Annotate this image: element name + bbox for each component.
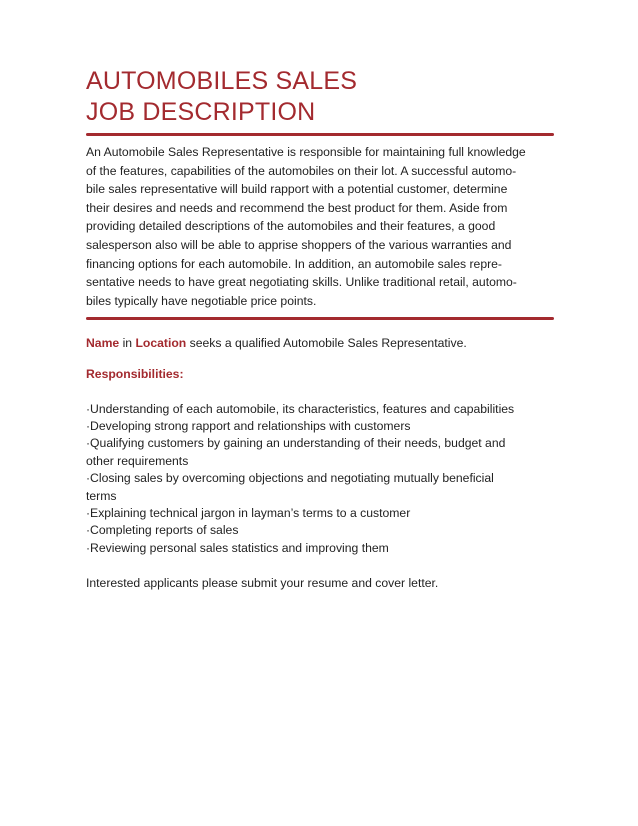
intro-paragraph bbox=[86, 143, 556, 310]
intro-line: financing options for each automobile. In addition, an automobile sales repre- bbox=[86, 256, 502, 271]
responsibility-line: ·Completing reports of sales bbox=[86, 523, 239, 538]
intro-line: providing detailed descriptions of the automobiles and their features, a good bbox=[86, 219, 496, 234]
intro-line: biles typically have negotiable price points. bbox=[86, 293, 317, 308]
seeking-rest-text: seeks a qualified Automobile Sales Representative. bbox=[186, 336, 467, 351]
intro-line: sentative needs to have great negotiating skills. Unlike traditional retail, automo- bbox=[86, 275, 517, 290]
company-name-placeholder: Name bbox=[86, 336, 120, 351]
responsibility-line: ·Closing sales by overcoming objections and negotiating mutually beneficial bbox=[86, 471, 494, 486]
intro-line: bile sales representative will build rapport with a potential customer, determine bbox=[86, 182, 508, 197]
responsibility-item bbox=[86, 505, 556, 522]
responsibility-line: terms bbox=[86, 488, 117, 503]
title-line-2: JOB DESCRIPTION bbox=[86, 98, 316, 126]
responsibilities-list bbox=[86, 401, 556, 558]
responsibility-line: other requirements bbox=[86, 453, 189, 468]
responsibility-item bbox=[86, 435, 556, 470]
title-line-1: AUTOMOBILES SALES bbox=[86, 67, 358, 95]
seeking-statement bbox=[86, 334, 556, 353]
intro-line: salesperson also will be able to apprise shoppers of the various warranties and bbox=[86, 237, 512, 252]
responsibility-item bbox=[86, 470, 556, 505]
responsibility-line: ·Understanding of each automobile, its characteristics, features and capabilities bbox=[86, 401, 515, 416]
responsibility-item bbox=[86, 418, 556, 435]
responsibility-line: ·Developing strong rapport and relationships with customers bbox=[86, 418, 411, 433]
responsibility-line: ·Explaining technical jargon in layman’s terms to a customer bbox=[86, 505, 411, 520]
intro-line: their desires and needs and recommend the best product for them. Aside from bbox=[86, 200, 508, 215]
location-placeholder: Location bbox=[135, 336, 187, 351]
responsibility-item bbox=[86, 522, 556, 539]
middle-divider bbox=[86, 317, 554, 320]
responsibilities-heading: Responsibilities: bbox=[86, 366, 184, 381]
responsibility-item bbox=[86, 401, 556, 418]
intro-line: An Automobile Sales Representative is responsible for maintaining full knowledge bbox=[86, 145, 526, 159]
document-content bbox=[86, 66, 556, 593]
responsibility-item bbox=[86, 540, 556, 557]
document-title bbox=[86, 66, 556, 128]
seeking-in-text: in bbox=[119, 336, 136, 351]
responsibility-line: ·Reviewing personal sales statistics and improving them bbox=[86, 540, 389, 555]
responsibility-line: ·Qualifying customers by gaining an understanding of their needs, budget and bbox=[86, 436, 506, 451]
top-divider bbox=[86, 133, 554, 136]
application-instructions: Interested applicants please submit your resume and cover letter. bbox=[86, 576, 439, 591]
intro-line: of the features, capabilities of the automobiles on their lot. A successful automo- bbox=[86, 163, 517, 178]
